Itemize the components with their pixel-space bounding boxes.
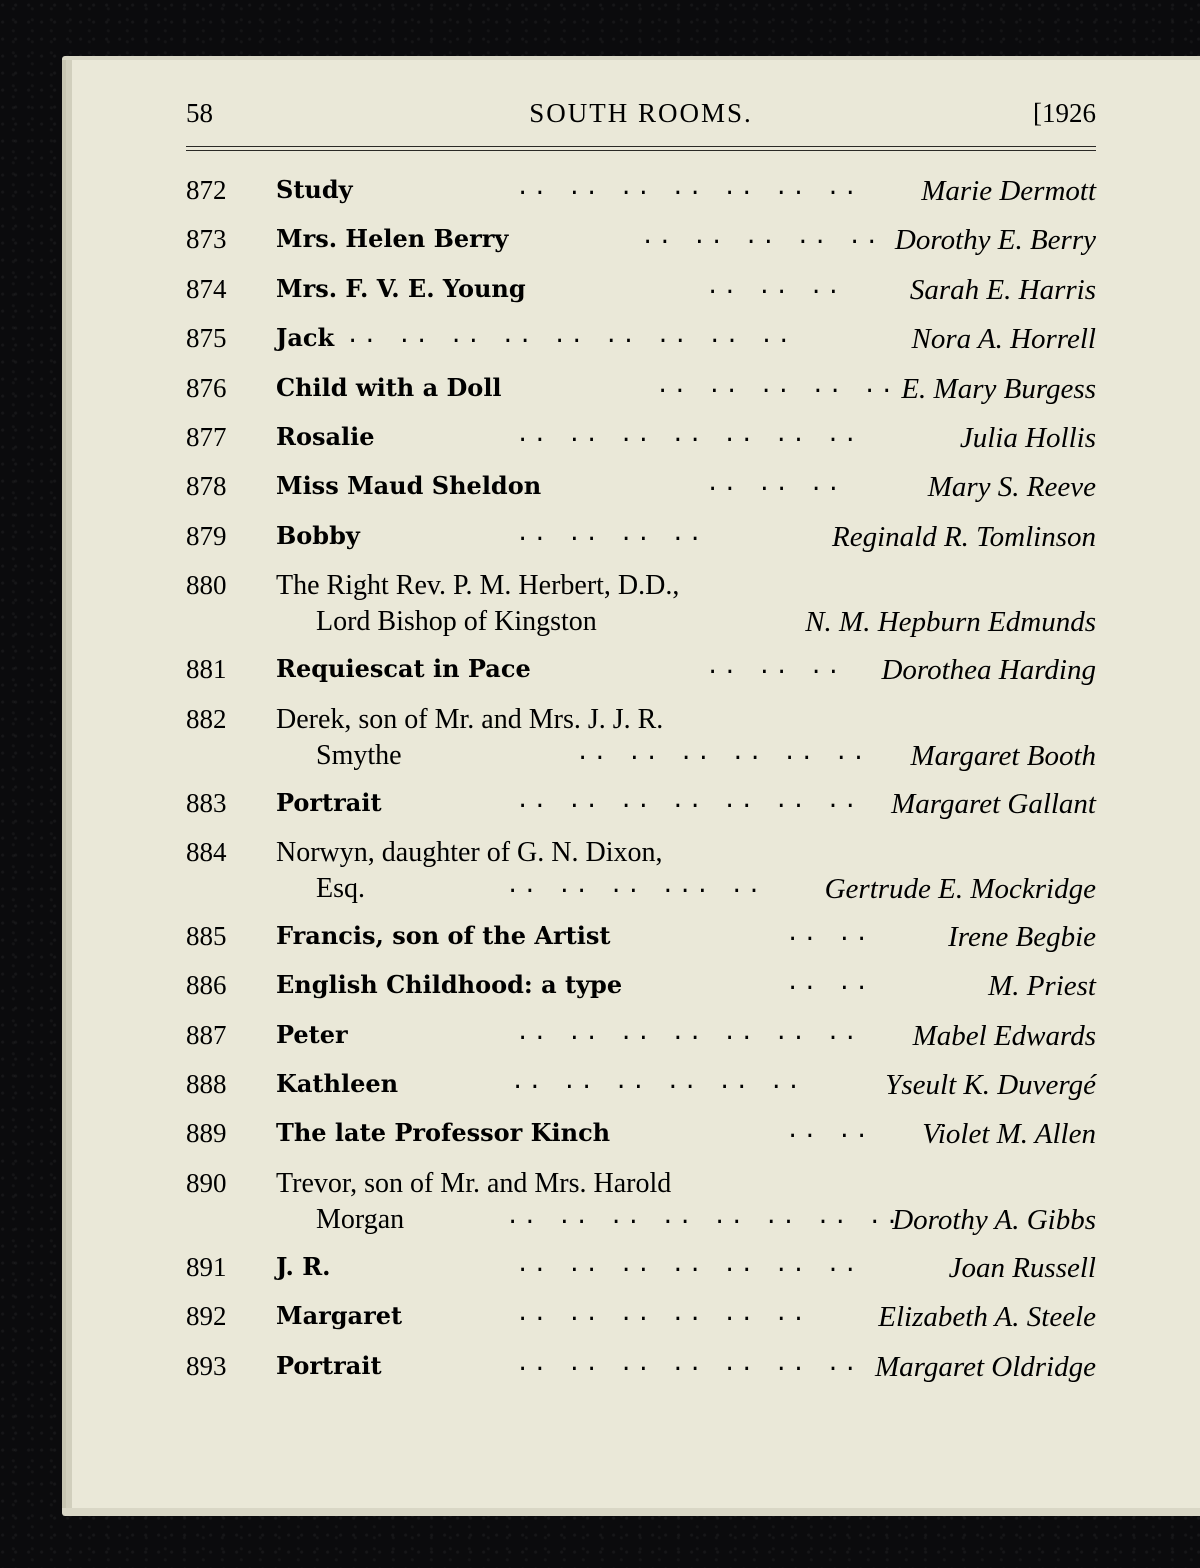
entry-title: Peter	[276, 1019, 348, 1049]
running-head	[186, 98, 1096, 138]
entry-title: Norwyn, daughter of G. N. Dixon,	[276, 836, 663, 868]
leader-dots: .. ..	[786, 1118, 873, 1144]
artist-name: Marie Dermott	[921, 175, 1096, 207]
leader-dots: .. .. ..	[706, 471, 844, 497]
page-number: 58	[186, 98, 213, 128]
entry-title: Portrait	[276, 1350, 382, 1380]
entry-title: Mrs. F. V. E. Young	[276, 273, 526, 303]
entry-title: English Childhood: a type	[276, 970, 623, 1000]
catalogue-entry	[186, 224, 1096, 273]
leader-dots: .. .. .. .. .. .. ..	[516, 1019, 861, 1045]
catalogue-entry	[186, 570, 1096, 654]
entry-title: Trevor, son of Mr. and Mrs. Harold	[276, 1167, 672, 1199]
entry-number: 888	[186, 1069, 227, 1100]
artist-name: Reginald R. Tomlinson	[832, 520, 1096, 553]
catalogue-entry	[186, 1301, 1096, 1350]
entry-number: 885	[186, 920, 227, 951]
leader-dots: .. .. .. .. .. .. .. ..	[506, 1203, 903, 1229]
catalogue-entry	[186, 1168, 1096, 1252]
catalogue-entry	[186, 704, 1096, 788]
leader-dots: .. .. .. .. .. .. ..	[516, 1350, 861, 1376]
catalogue-entry	[186, 471, 1096, 520]
catalogue-entry	[186, 1252, 1096, 1301]
entry-number: 882	[186, 703, 227, 734]
entry-title: Child with a Doll	[276, 372, 502, 402]
leader-dots: .. ..	[786, 920, 873, 946]
leader-dots: .. .. .. .. ..	[641, 224, 883, 250]
entry-title: Portrait	[276, 787, 382, 817]
header-rule	[186, 146, 1096, 151]
entries-list	[186, 175, 1096, 1400]
leader-dots: .. .. .. .. .. .. ..	[516, 787, 861, 813]
entry-number: 878	[186, 471, 227, 502]
catalogue-entry	[186, 788, 1096, 837]
artist-name: Margaret Booth	[910, 739, 1096, 772]
entry-title: J. R.	[276, 1251, 331, 1281]
catalogue-entry	[186, 1118, 1096, 1167]
artist-name: Julia Hollis	[959, 421, 1096, 454]
entry-number: 879	[186, 520, 227, 551]
entry-number: 876	[186, 372, 227, 403]
leader-dots: .. .. .. .. .. .. .. .. ..	[346, 323, 795, 349]
leader-dots: .. .. .. .. .. .. ..	[516, 175, 861, 200]
artist-name: Violet M. Allen	[922, 1118, 1096, 1151]
artist-name: Irene Begbie	[948, 920, 1096, 953]
leader-dots: .. .. .. ... ..	[506, 872, 765, 898]
catalogue-entry	[186, 1351, 1096, 1400]
leader-dots: .. .. .. ..	[516, 520, 706, 546]
entry-title-continuation: Esq.	[316, 872, 365, 904]
artist-name: Margaret Oldridge	[875, 1350, 1096, 1383]
entry-number: 890	[186, 1167, 227, 1198]
entry-number: 889	[186, 1118, 227, 1149]
artist-name: Margaret Gallant	[891, 787, 1096, 820]
entry-title: Bobby	[276, 520, 360, 550]
catalogue-entry	[186, 373, 1096, 422]
entry-title: The late Professor Kinch	[276, 1118, 611, 1148]
catalogue-entry	[186, 175, 1096, 224]
entry-title: Francis, son of the Artist	[276, 920, 611, 950]
leader-dots: .. .. ..	[706, 654, 844, 680]
entry-title: Derek, son of Mr. and Mrs. J. J. R.	[276, 703, 664, 735]
leader-dots: .. .. .. .. .. .. ..	[516, 421, 861, 447]
entry-number: 881	[186, 654, 227, 685]
entry-number: 873	[186, 224, 227, 255]
catalogue-entry	[186, 654, 1096, 703]
entry-title-continuation: Morgan	[316, 1203, 405, 1235]
artist-name: Joan Russell	[948, 1251, 1096, 1284]
leader-dots: .. .. .. .. .. ..	[511, 1069, 805, 1095]
catalogue-entry	[186, 970, 1096, 1019]
entry-title: The Right Rev. P. M. Herbert, D.D.,	[276, 570, 680, 602]
artist-name: Gertrude E. Mockridge	[824, 872, 1096, 905]
entry-number: 884	[186, 836, 227, 867]
entry-number: 892	[186, 1301, 227, 1332]
catalogue-entry	[186, 521, 1096, 570]
entry-number: 893	[186, 1350, 227, 1381]
artist-name: Dorothea Harding	[881, 654, 1096, 687]
entry-title-continuation: Smythe	[316, 739, 402, 771]
artist-name: Nora A. Horrell	[911, 323, 1096, 356]
catalogue-entry	[186, 274, 1096, 323]
leader-dots: .. .. .. .. .. .. ..	[516, 1251, 861, 1277]
entry-title: Kathleen	[276, 1069, 399, 1099]
leader-dots: .. .. .. .. .. ..	[516, 1301, 810, 1327]
leader-dots: .. .. .. .. .. ..	[576, 739, 870, 765]
artist-name: M. Priest	[988, 970, 1096, 1003]
section-title: SOUTH ROOMS.	[529, 98, 753, 128]
catalogue-entry	[186, 1069, 1096, 1118]
leader-dots: .. .. .. .. ..	[656, 372, 898, 398]
artist-name: Dorothy A. Gibbs	[892, 1203, 1096, 1236]
entry-number: 880	[186, 570, 227, 601]
year-label: [1926	[1033, 98, 1096, 128]
artist-name: Elizabeth A. Steele	[878, 1301, 1096, 1334]
entry-number: 875	[186, 323, 227, 354]
artist-name: E. Mary Burgess	[901, 372, 1096, 405]
entry-title: Jack	[276, 323, 335, 353]
catalogue-entry	[186, 921, 1096, 970]
entry-number: 886	[186, 970, 227, 1001]
entry-number: 891	[186, 1251, 227, 1282]
entry-title: Rosalie	[276, 421, 375, 451]
entry-number: 874	[186, 273, 227, 304]
leader-dots: .. ..	[786, 970, 873, 996]
artist-name: Sarah E. Harris	[909, 273, 1096, 306]
entry-number: 877	[186, 421, 227, 452]
catalogue-entry	[186, 323, 1096, 372]
catalogue-entry	[186, 422, 1096, 471]
catalogue-entry	[186, 1020, 1096, 1069]
entry-number: 883	[186, 787, 227, 818]
catalogue-entry	[186, 837, 1096, 921]
artist-name: Yseult K. Duvergé	[885, 1069, 1096, 1102]
entry-title-continuation: Lord Bishop of Kingston	[316, 606, 597, 638]
entry-title: Mrs. Helen Berry	[276, 224, 509, 254]
entry-title: Margaret	[276, 1301, 403, 1331]
entry-title: Study	[276, 175, 353, 204]
artist-name: Dorothy E. Berry	[894, 224, 1096, 257]
leader-dots: .. .. ..	[706, 273, 844, 299]
entry-title: Requiescat in Pace	[276, 654, 531, 684]
entry-number: 872	[186, 175, 227, 205]
artist-name: N. M. Hepburn Edmunds	[805, 606, 1096, 639]
entry-title: Miss Maud Sheldon	[276, 471, 542, 501]
entry-number: 887	[186, 1019, 227, 1050]
artist-name: Mabel Edwards	[912, 1019, 1096, 1052]
artist-name: Mary S. Reeve	[927, 471, 1096, 504]
